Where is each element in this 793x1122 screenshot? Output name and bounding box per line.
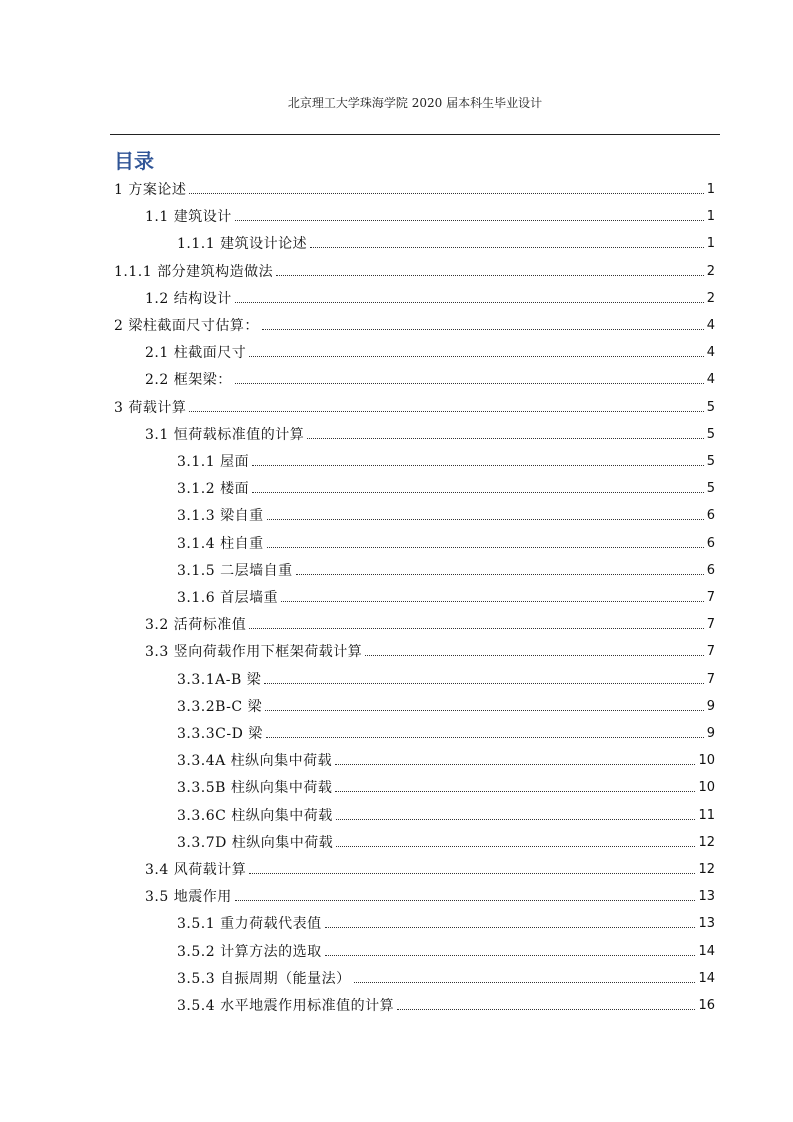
toc-entry[interactable] — [177, 806, 715, 826]
toc-entry[interactable] — [114, 180, 715, 200]
toc-entry-page-number: 9 — [706, 698, 715, 714]
toc-entry-page-number: 1 — [706, 236, 715, 252]
dot-leader — [235, 302, 704, 303]
dot-leader — [249, 356, 704, 357]
dot-leader — [235, 220, 704, 221]
toc-entry-title: 1.1 建筑设计 — [145, 209, 232, 226]
toc-entry-page-number: 12 — [698, 862, 715, 877]
toc-entry-page-number: 9 — [706, 726, 715, 741]
toc-entry-page-number: 7 — [706, 671, 715, 687]
dot-leader — [325, 927, 696, 928]
dot-leader — [325, 955, 696, 956]
toc-entry-page-number: 2 — [706, 263, 715, 279]
toc-entry-page-number: 5 — [706, 399, 715, 415]
toc-entry[interactable] — [145, 642, 715, 662]
toc-entry-page-number: 1 — [706, 182, 715, 197]
toc-entry[interactable] — [145, 860, 715, 880]
toc-entry-page-number: 13 — [698, 916, 715, 932]
toc-entry-title: 3.5.3 自振周期（能量法） — [177, 970, 351, 987]
toc-entry-page-number: 7 — [706, 590, 715, 605]
toc-entry-title: 3.1.6 首层墙重 — [177, 590, 279, 606]
toc-entry[interactable] — [177, 697, 715, 717]
toc-entry-title: 3.3.4A 柱纵向集中荷载 — [177, 753, 333, 770]
toc-entry[interactable] — [177, 452, 715, 472]
dot-leader — [397, 1009, 695, 1010]
toc-entry-title: 1 方案论述 — [114, 182, 187, 198]
toc-entry-page-number: 14 — [698, 943, 715, 959]
toc-heading: 目录 — [114, 149, 154, 173]
toc-entry-page-number: 10 — [698, 753, 715, 769]
toc-entry[interactable] — [145, 343, 715, 363]
dot-leader — [262, 329, 704, 330]
dot-leader — [267, 519, 704, 520]
dot-leader — [235, 383, 704, 384]
dot-leader — [235, 900, 696, 901]
toc-entry[interactable] — [177, 914, 715, 934]
toc-entry[interactable] — [114, 316, 715, 336]
toc-entry-page-number: 5 — [706, 426, 715, 442]
dot-leader — [354, 982, 696, 983]
toc-entry-title: 2 梁柱截面尺寸估算： — [114, 318, 259, 334]
toc-entry[interactable] — [177, 506, 715, 526]
toc-entry-title: 3.1 恒荷载标准值的计算 — [145, 426, 305, 443]
toc-entry[interactable] — [145, 615, 715, 635]
toc-entry-page-number: 7 — [706, 644, 715, 660]
toc-entry[interactable] — [177, 234, 715, 254]
toc-entry[interactable] — [145, 289, 715, 309]
toc-entry-page-number: 4 — [706, 318, 715, 333]
dot-leader — [249, 628, 704, 629]
dot-leader — [265, 710, 704, 711]
toc-entry-title: 3.4 风荷载计算 — [145, 862, 247, 878]
toc-entry-page-number: 12 — [698, 834, 715, 850]
toc-entry[interactable] — [177, 778, 715, 798]
toc-entry[interactable] — [145, 207, 715, 227]
toc-entry-title: 1.1.1 建筑设计论述 — [177, 236, 308, 253]
toc-entry-title: 1.1.1 部分建筑构造做法 — [114, 263, 274, 280]
dot-leader — [266, 737, 704, 738]
toc-entry-page-number: 10 — [698, 780, 715, 796]
dot-leader — [281, 601, 704, 602]
toc-entry-title: 3.3.6C 柱纵向集中荷载 — [177, 807, 333, 824]
toc-entry[interactable] — [114, 398, 715, 418]
dot-leader — [252, 492, 704, 493]
toc-entry-page-number: 4 — [706, 345, 715, 361]
toc-entry-page-number: 2 — [706, 290, 715, 306]
toc-entry-title: 1.2 结构设计 — [145, 290, 232, 307]
toc-entry-page-number: 16 — [698, 998, 715, 1013]
toc-entry-title: 3.2 活荷标准值 — [145, 617, 247, 634]
toc-entry-page-number: 5 — [706, 454, 715, 469]
toc-entry[interactable] — [177, 833, 715, 853]
toc-entry-title: 3.3.5B 柱纵向集中荷载 — [177, 780, 333, 797]
toc-entry-title: 3.3.3C-D 梁 — [177, 726, 263, 742]
dot-leader — [307, 438, 704, 439]
dot-leader — [189, 411, 703, 412]
toc-entry[interactable] — [177, 534, 715, 554]
toc-entry[interactable] — [177, 751, 715, 771]
toc-entry[interactable] — [145, 887, 715, 907]
toc-entry-page-number: 13 — [698, 889, 715, 905]
toc-entry[interactable] — [145, 425, 715, 445]
toc-entry-title: 3.3.2B-C 梁 — [177, 698, 263, 715]
toc-entry-page-number: 5 — [706, 481, 715, 497]
dot-leader — [296, 574, 704, 575]
toc-entry-title: 2.2 框架梁： — [145, 372, 232, 389]
toc-entry-title: 3.3.1A-B 梁 — [177, 671, 262, 688]
toc-entry-page-number: 6 — [706, 535, 715, 551]
toc-entry-title: 3.5.4 水平地震作用标准值的计算 — [177, 998, 395, 1014]
toc-entry[interactable] — [177, 724, 715, 744]
toc-entry[interactable] — [114, 262, 715, 282]
toc-entry[interactable] — [177, 588, 715, 608]
dot-leader — [252, 465, 704, 466]
toc-entry-title: 3.3.7D 柱纵向集中荷载 — [177, 834, 334, 851]
dot-leader — [249, 873, 695, 874]
toc-entry[interactable] — [177, 561, 715, 581]
toc-entry-title: 3 荷载计算 — [114, 399, 187, 416]
toc-entry-title: 3.1.2 楼面 — [177, 481, 250, 498]
dot-leader — [310, 247, 704, 248]
toc-entry-title: 3.1.3 梁自重 — [177, 508, 264, 525]
toc-entry-title: 3.3 竖向荷载作用下框架荷载计算 — [145, 644, 363, 661]
dot-leader — [336, 819, 696, 820]
toc-entry-page-number: 14 — [698, 970, 715, 986]
toc-entry[interactable] — [145, 370, 715, 390]
toc-entry-page-number: 11 — [698, 807, 715, 823]
dot-leader — [335, 764, 695, 765]
header-rule — [110, 134, 720, 135]
page-header: 北京理工大学珠海学院 2020 届本科生毕业设计 — [287, 96, 543, 110]
toc-entry[interactable] — [177, 479, 715, 499]
toc-entry[interactable] — [177, 996, 715, 1016]
toc-entry-title: 3.1.1 屋面 — [177, 454, 250, 470]
dot-leader — [365, 655, 704, 656]
toc-entry-page-number: 7 — [706, 617, 715, 633]
toc-entry-title: 2.1 柱截面尺寸 — [145, 345, 247, 362]
dot-leader — [336, 846, 695, 847]
dot-leader — [267, 547, 704, 548]
toc-entry[interactable] — [177, 942, 715, 962]
toc-entry-title: 3.5.2 计算方法的选取 — [177, 943, 322, 960]
toc-entry-page-number: 6 — [706, 562, 715, 578]
toc-entry-title: 3.1.4 柱自重 — [177, 535, 264, 552]
toc-entry-title: 3.1.5 二层墙自重 — [177, 562, 293, 579]
toc-entry-title: 3.5 地震作用 — [145, 889, 232, 906]
dot-leader — [264, 683, 704, 684]
dot-leader — [276, 275, 704, 276]
dot-leader — [189, 193, 703, 194]
toc-entry[interactable] — [177, 969, 715, 989]
toc-entry-title: 3.5.1 重力荷载代表值 — [177, 916, 322, 933]
toc-entry-page-number: 1 — [706, 209, 715, 225]
dot-leader — [335, 791, 695, 792]
toc-entry-page-number: 6 — [706, 508, 715, 524]
toc-entry[interactable] — [177, 670, 715, 690]
toc-entry-page-number: 4 — [706, 372, 715, 388]
